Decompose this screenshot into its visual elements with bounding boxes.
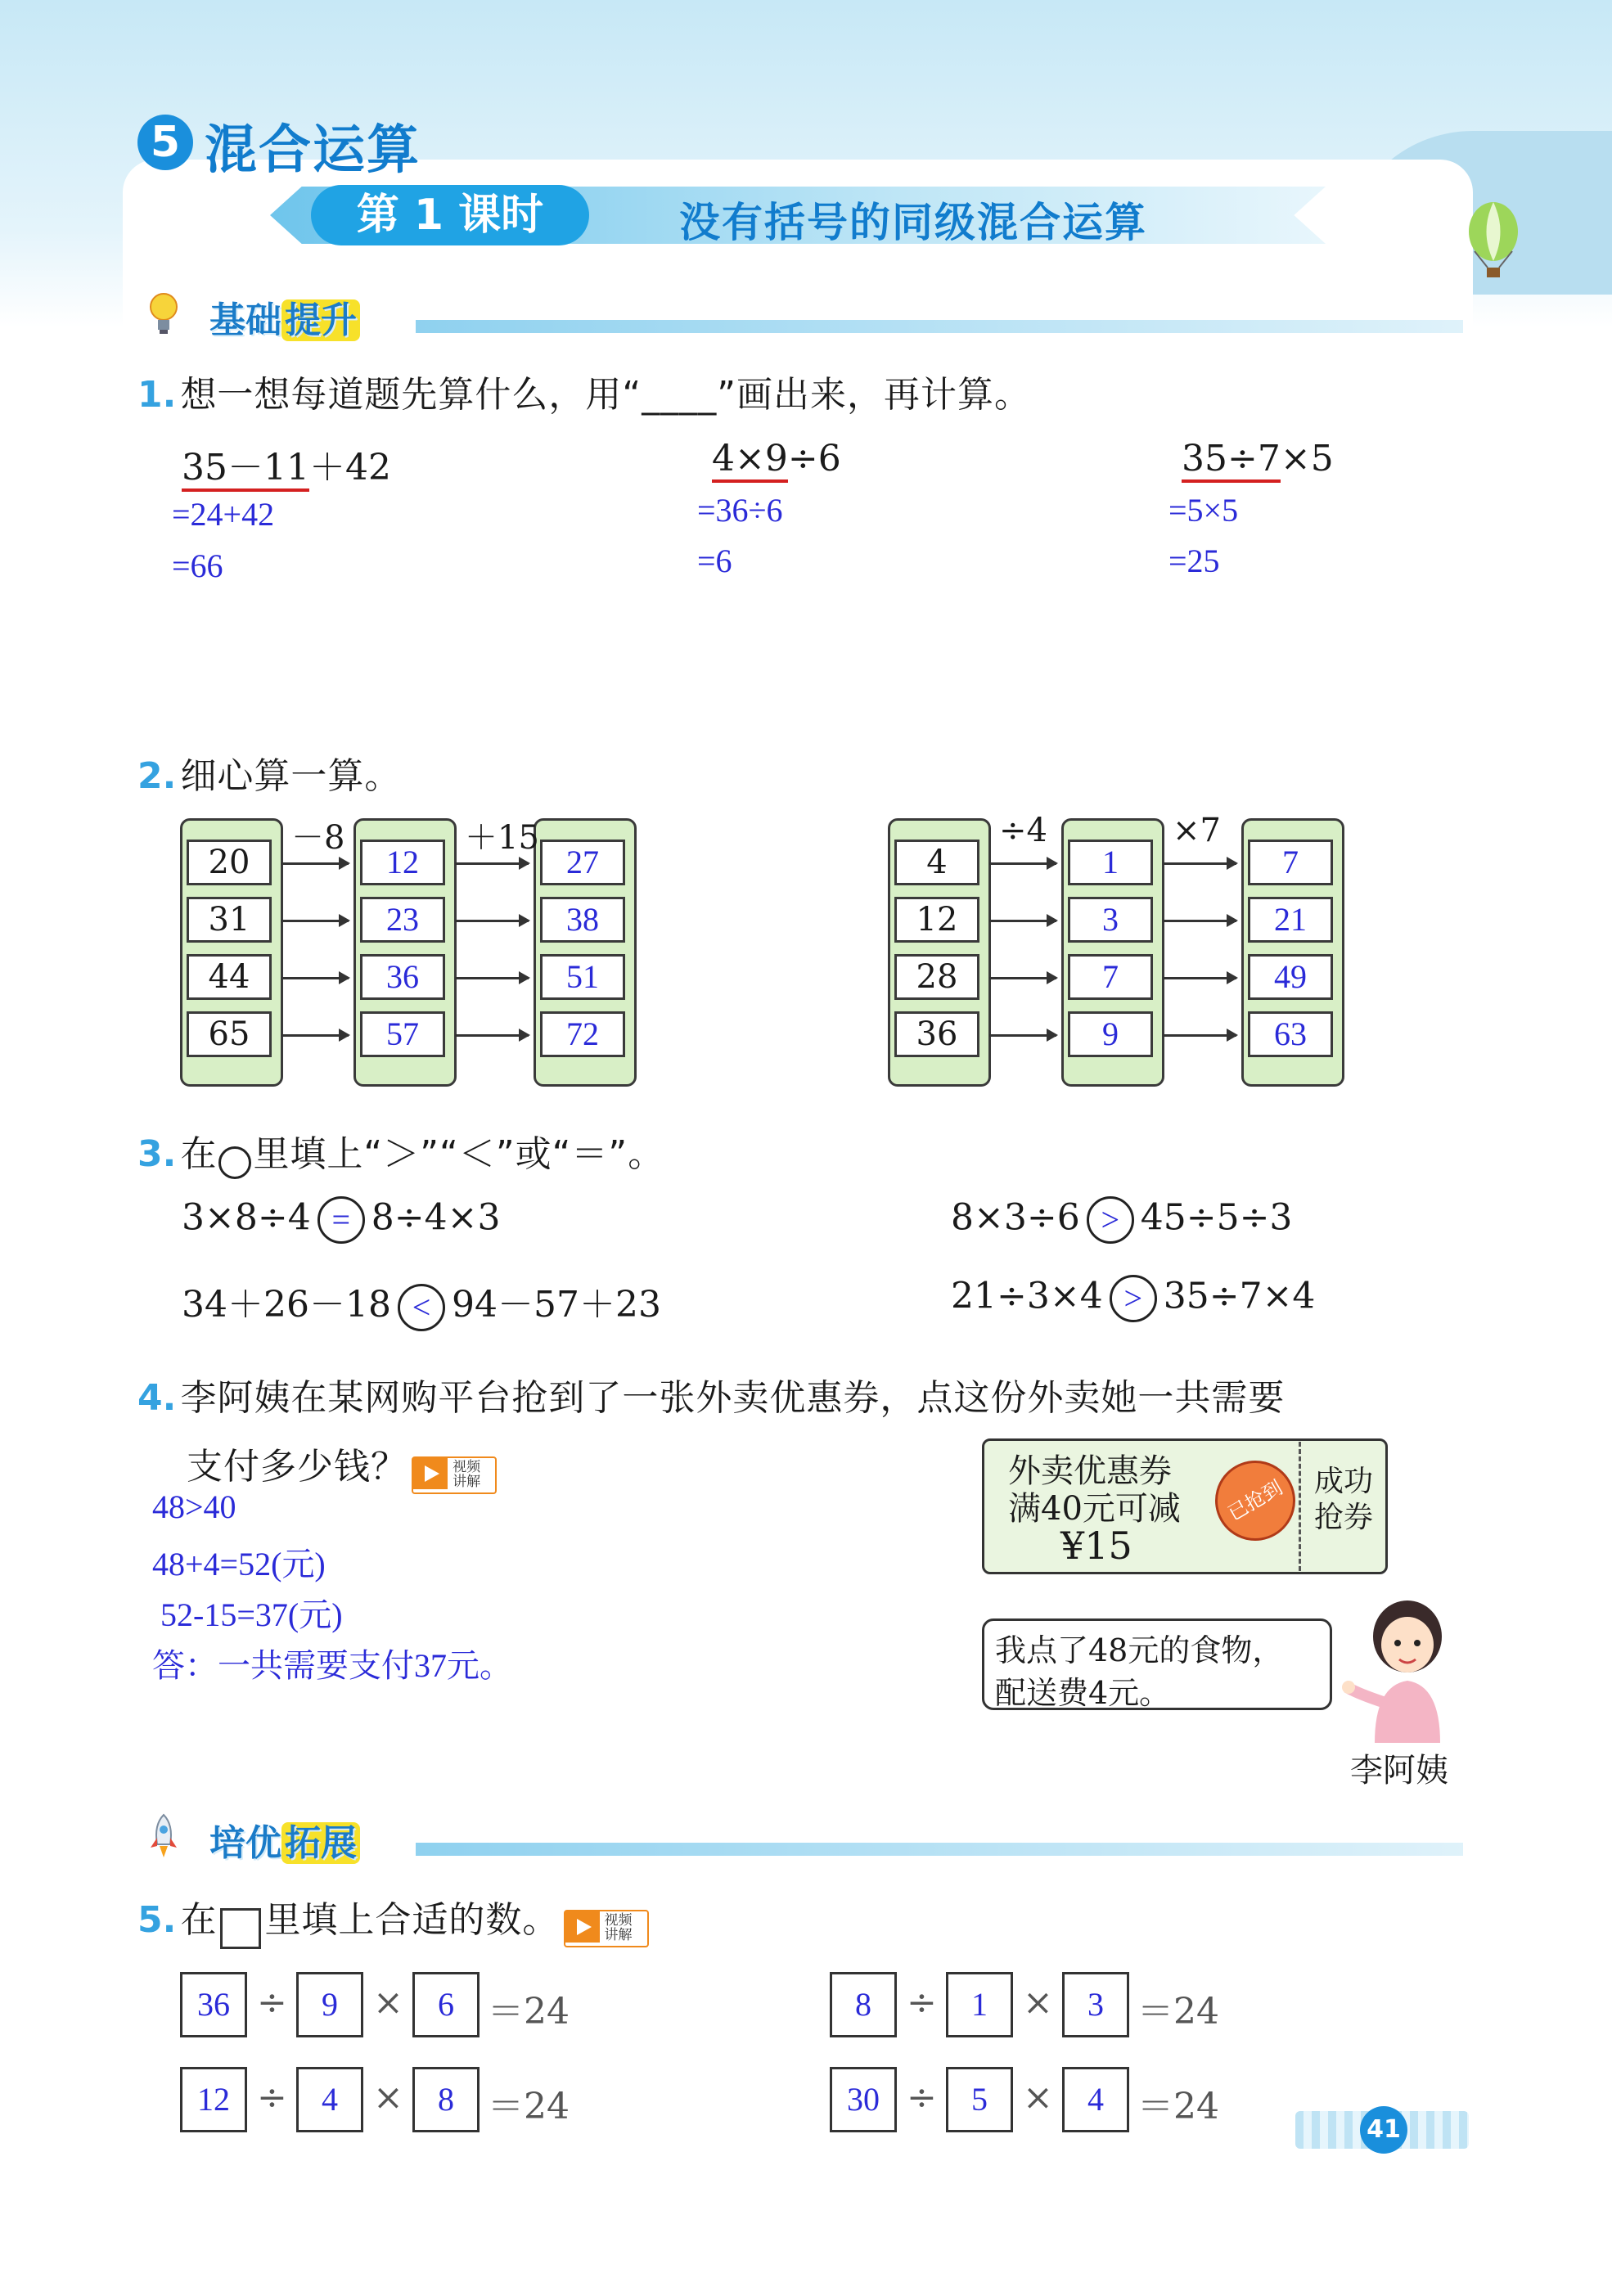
flow-arrow (281, 920, 349, 922)
expression-rest: ÷6 (787, 438, 841, 479)
question-text-line-2: 支付多少钱？ (187, 1446, 408, 1488)
q5-operator: ÷ (907, 2077, 937, 2118)
speaker-label: 李阿姨 (1350, 1752, 1448, 1790)
comparison-answer[interactable]: = (317, 1196, 365, 1244)
blank-circle-icon (218, 1146, 251, 1179)
question-number: 2. (137, 755, 177, 797)
flow-operation: －8 (291, 819, 345, 857)
flow-arrow (989, 977, 1056, 979)
play-icon (413, 1458, 448, 1489)
comparison-right: 8÷4×3 (371, 1196, 501, 1239)
q5-result: ＝24 (488, 2086, 570, 2127)
expression-rest: ＋42 (308, 447, 391, 488)
flow-cell[interactable]: 51 (540, 954, 625, 1000)
expression-rest: ×5 (1280, 438, 1334, 479)
rocket-icon (146, 1813, 182, 1859)
question-text: 想一想每道题先算什么，用“____”画出来，再计算。 (180, 374, 1032, 416)
coupon-divider (1299, 1442, 1301, 1571)
q5-answer-box[interactable]: 36 (180, 1972, 247, 2037)
question-number: 1. (137, 374, 177, 416)
q5-answer-box[interactable]: 9 (296, 1972, 363, 2037)
flow-arrow (1163, 862, 1236, 865)
flow-diagram-left (180, 818, 638, 1088)
flow-cell[interactable]: 49 (1248, 954, 1333, 1000)
flow-arrow (1163, 977, 1236, 979)
question-text: 细心算一算。 (180, 755, 402, 797)
q1-work-2-line-2: =6 (697, 542, 732, 579)
page-number: 41 (1360, 2106, 1407, 2154)
question-number: 5. (137, 1899, 177, 1941)
flow-cell[interactable]: 9 (1068, 1011, 1153, 1057)
video-label-2: 讲解 (453, 1473, 481, 1490)
person-illustration-icon (1342, 1596, 1465, 1743)
bubble-line-2: 配送费4元。 (995, 1675, 1171, 1711)
flow-cell: 20 (187, 840, 272, 885)
q1-expression-3 (1182, 438, 1334, 479)
video-label-1: 视频 (604, 1911, 633, 1929)
q3-comparison-4 (951, 1275, 1315, 1322)
section-divider (416, 1843, 1463, 1856)
lightbulb-icon (146, 290, 182, 336)
q5-answer-box[interactable]: 5 (946, 2067, 1013, 2132)
video-label-2: 讲解 (604, 1926, 633, 1943)
comparison-right: 35÷7×4 (1163, 1275, 1316, 1317)
question-text-pre: 在 (180, 1133, 218, 1175)
flow-arrow (1163, 920, 1236, 922)
q1-work-1-line-2: =66 (172, 547, 223, 584)
q1-work-1-line-1: =24+42 (172, 496, 275, 533)
q5-result: ＝24 (1137, 1991, 1219, 2033)
flow-cell[interactable]: 21 (1248, 897, 1333, 943)
flow-arrow (281, 977, 349, 979)
q4-answer: 答：一共需要支付37元。 (152, 1647, 512, 1684)
question-text-post: 里填上合适的数。 (264, 1899, 560, 1941)
flow-arrow (455, 977, 529, 979)
q5-operator: ÷ (257, 2077, 287, 2118)
question-4-line-2 (187, 1437, 497, 1494)
q4-work-line-3: 52-15=37(元) (160, 1596, 343, 1633)
flow-cell: 44 (187, 954, 272, 1000)
section-label-b: 提升 (281, 299, 360, 341)
q5-answer-box[interactable]: 3 (1062, 1972, 1129, 2037)
flow-cell[interactable]: 23 (360, 897, 445, 943)
coupon-condition: 满40元可减 (1008, 1490, 1181, 1528)
flow-cell[interactable]: 38 (540, 897, 625, 943)
q5-operator: × (373, 2077, 403, 2118)
lesson-tag: 第 1 课时 (311, 185, 589, 245)
flow-cell[interactable]: 7 (1248, 840, 1333, 885)
flow-cell[interactable]: 36 (360, 954, 445, 1000)
flow-cell: 65 (187, 1011, 272, 1057)
flow-operation: ×7 (1173, 812, 1221, 849)
flow-cell: 4 (894, 840, 979, 885)
q1-work-2-line-1: =36÷6 (697, 492, 783, 529)
coupon-side-1: 成功 (1314, 1465, 1374, 1498)
q5-operator: ÷ (257, 1982, 287, 2024)
comparison-answer[interactable]: < (398, 1284, 445, 1331)
flow-arrow (989, 920, 1056, 922)
question-text-line-1: 李阿姨在某网购平台抢到了一张外卖优惠券，点这份外卖她一共需要 (180, 1377, 1286, 1419)
q1-work-3-line-1: =5×5 (1168, 492, 1239, 529)
blank-square-icon (220, 1908, 261, 1949)
q3-comparison-3 (182, 1275, 661, 1331)
play-icon (565, 1911, 600, 1943)
q5-result: ＝24 (488, 1991, 570, 2033)
coupon-stamp: 已抢到 (1200, 1446, 1310, 1555)
q5-answer-box[interactable]: 8 (412, 2067, 480, 2132)
section-heading-extension (146, 1813, 1463, 1862)
flow-cell[interactable]: 72 (540, 1011, 625, 1057)
question-number: 3. (137, 1133, 177, 1175)
comparison-left: 34＋26－18 (182, 1284, 391, 1326)
q5-operator: ÷ (907, 1982, 937, 2024)
flow-operation: ＋15 (465, 819, 539, 857)
comparison-left: 8×3÷6 (951, 1196, 1080, 1239)
q3-comparison-2 (951, 1196, 1292, 1244)
flow-cell: 28 (894, 954, 979, 1000)
comparison-answer[interactable]: > (1110, 1275, 1157, 1322)
section-divider (416, 320, 1463, 333)
flow-cell[interactable]: 57 (360, 1011, 445, 1057)
flow-cell: 36 (894, 1011, 979, 1057)
question-1 (137, 365, 1031, 417)
lesson-title: 没有括号的同级混合运算 (679, 199, 1147, 246)
comparison-right: 94－57＋23 (451, 1284, 661, 1326)
question-text-pre: 在 (180, 1899, 218, 1941)
flow-diagram-right (888, 812, 1346, 1088)
flow-cell: 31 (187, 897, 272, 943)
coupon-amount: ¥15 (1060, 1524, 1132, 1568)
flow-arrow (281, 1034, 349, 1037)
q1-expression-1 (182, 438, 391, 490)
balloon-icon (1465, 200, 1522, 282)
flow-arrow (1163, 1034, 1236, 1037)
comparison-left: 21÷3×4 (951, 1275, 1103, 1317)
q4-work-line-1: 48>40 (152, 1488, 236, 1525)
comparison-answer[interactable]: > (1087, 1196, 1134, 1244)
q5-operator: × (1023, 2077, 1053, 2118)
flow-arrow (989, 862, 1056, 865)
q5-answer-box[interactable]: 4 (296, 2067, 363, 2132)
section-label-b: 拓展 (281, 1822, 360, 1864)
section-heading-basic (146, 290, 1463, 340)
q5-answer-box[interactable]: 8 (830, 1972, 897, 2037)
video-label-1: 视频 (453, 1458, 481, 1475)
flow-cell: 12 (894, 897, 979, 943)
q5-answer-box[interactable]: 12 (180, 2067, 247, 2132)
flow-cell[interactable]: 63 (1248, 1011, 1333, 1057)
q5-result: ＝24 (1137, 2086, 1219, 2127)
video-explain-button[interactable] (412, 1456, 497, 1494)
bubble-line-1: 我点了48元的食物， (995, 1632, 1284, 1668)
question-number: 4. (137, 1377, 177, 1419)
video-explain-button[interactable] (564, 1910, 649, 1947)
question-5 (137, 1890, 649, 1949)
flow-arrow (455, 862, 529, 865)
flow-arrow (989, 1034, 1056, 1037)
first-step-underline: 35÷7 (1182, 438, 1281, 483)
flow-arrow (455, 920, 529, 922)
flow-operation: ÷4 (999, 812, 1047, 849)
q5-operator: × (373, 1982, 403, 2024)
coupon-title: 外卖优惠券 (1008, 1452, 1172, 1490)
comparison-left: 3×8÷4 (182, 1196, 311, 1239)
coupon-side-2: 抢券 (1314, 1501, 1374, 1534)
comparison-right: 45÷5÷3 (1140, 1196, 1293, 1239)
q5-operator: × (1023, 1982, 1053, 2024)
q5-answer-box[interactable]: 4 (1062, 2067, 1129, 2132)
question-3 (137, 1124, 664, 1179)
section-label-a: 培优 (209, 1822, 281, 1864)
first-step-underline: 35－11 (182, 447, 309, 492)
flow-cell[interactable]: 7 (1068, 954, 1153, 1000)
q1-expression-2 (712, 438, 841, 479)
q3-comparison-1 (182, 1196, 500, 1244)
q5-answer-box[interactable]: 6 (412, 1972, 480, 2037)
flow-cell[interactable]: 1 (1068, 840, 1153, 885)
chapter-title: 混合运算 (205, 120, 421, 181)
q5-answer-box[interactable]: 30 (830, 2067, 897, 2132)
q5-answer-box[interactable]: 1 (946, 1972, 1013, 2037)
section-label-a: 基础 (209, 299, 281, 341)
flow-cell[interactable]: 12 (360, 840, 445, 885)
question-2 (137, 746, 401, 799)
flow-cell[interactable]: 3 (1068, 897, 1153, 943)
flow-arrow (281, 862, 349, 865)
question-4 (137, 1368, 1285, 1420)
q4-work-line-2: 48+4=52(元) (152, 1546, 326, 1582)
chapter-number-badge: 5 (137, 115, 193, 170)
question-text-post: 里填上“＞”“＜”或“＝”。 (253, 1133, 665, 1175)
first-step-underline: 4×9 (712, 438, 788, 483)
flow-arrow (455, 1034, 529, 1037)
flow-cell[interactable]: 27 (540, 840, 625, 885)
q1-work-3-line-2: =25 (1168, 542, 1220, 579)
